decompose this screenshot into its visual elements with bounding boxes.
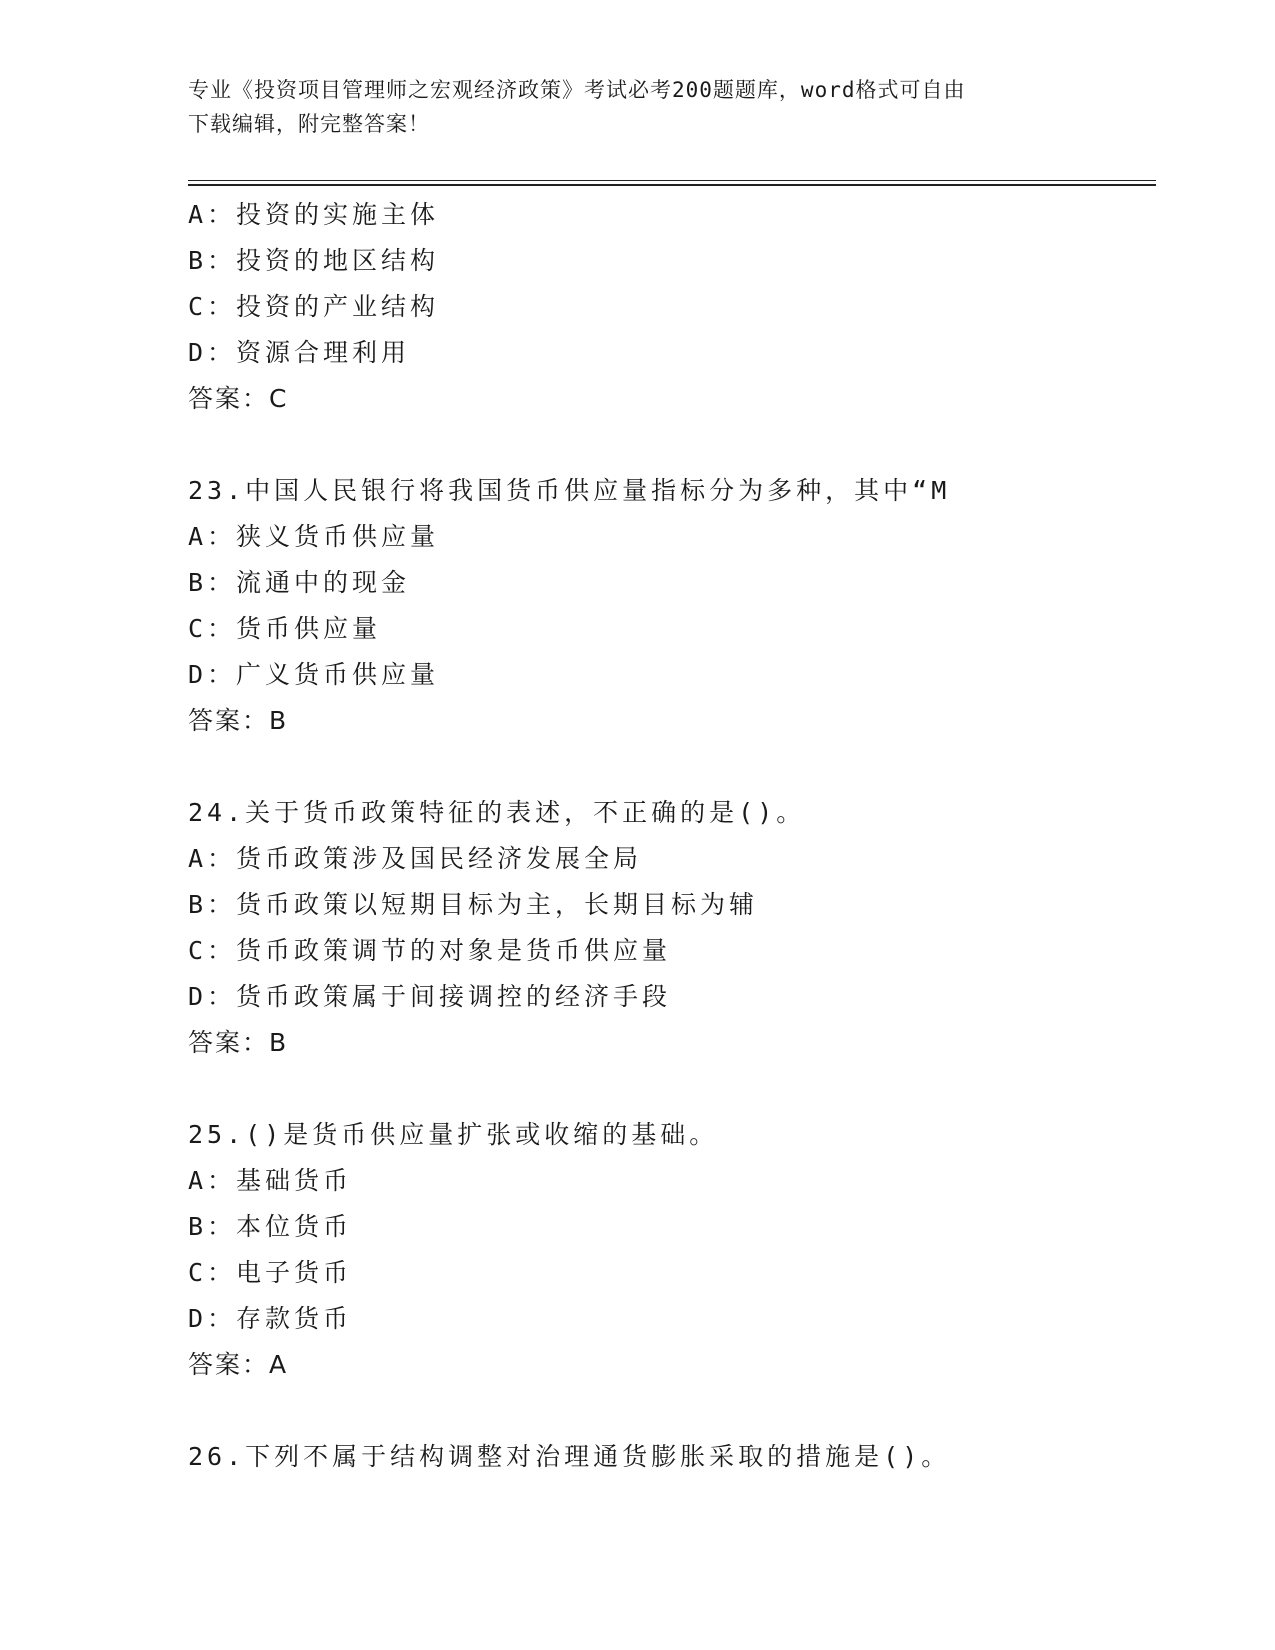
question-stem: 25.()是货币供应量扩张或收缩的基础。 — [188, 1120, 719, 1149]
question-stem: 23.中国人民银行将我国货币供应量指标分为多种，其中“M — [188, 476, 951, 505]
question-list — [188, 192, 1148, 1480]
answer: 答案：C — [188, 384, 289, 413]
option-b: B：投资的地区结构 — [188, 246, 440, 275]
answer: 答案：A — [188, 1350, 289, 1379]
question-24 — [188, 790, 1148, 1066]
option-a: A：货币政策涉及国民经济发展全局 — [188, 844, 643, 873]
option-d: D：存款货币 — [188, 1304, 353, 1333]
option-a: A：狭义货币供应量 — [188, 522, 440, 551]
option-a: A：基础货币 — [188, 1166, 353, 1195]
option-d: D：货币政策属于间接调控的经济手段 — [188, 982, 672, 1011]
question-23 — [188, 468, 1148, 744]
question-stem: 24.关于货币政策特征的表述，不正确的是()。 — [188, 798, 806, 827]
question-26 — [188, 1434, 1148, 1480]
answer: 答案：B — [188, 706, 289, 735]
header-divider-thin — [188, 180, 1156, 181]
question-stem: 26.下列不属于结构调整对治理通货膨胀采取的措施是()。 — [188, 1442, 951, 1471]
answer: 答案：B — [188, 1028, 289, 1057]
option-c: C：货币供应量 — [188, 614, 382, 643]
question-22 — [188, 192, 1148, 422]
option-c: C：投资的产业结构 — [188, 292, 440, 321]
option-d: D：广义货币供应量 — [188, 660, 440, 689]
option-b: B：流通中的现金 — [188, 568, 411, 597]
header-line-2: 下载编辑，附完整答案！ — [188, 112, 430, 136]
option-c: C：电子货币 — [188, 1258, 353, 1287]
option-b: B：本位货币 — [188, 1212, 353, 1241]
document-header — [188, 73, 1088, 141]
option-b: B：货币政策以短期目标为主，长期目标为辅 — [188, 890, 759, 919]
option-d: D：资源合理利用 — [188, 338, 411, 367]
option-a: A：投资的实施主体 — [188, 200, 440, 229]
header-divider-thick — [188, 184, 1156, 186]
option-c: C：货币政策调节的对象是货币供应量 — [188, 936, 672, 965]
question-25 — [188, 1112, 1148, 1388]
header-line-1: 专业《投资项目管理师之宏观经济政策》考试必考200题题库，word格式可自由 — [188, 78, 966, 102]
